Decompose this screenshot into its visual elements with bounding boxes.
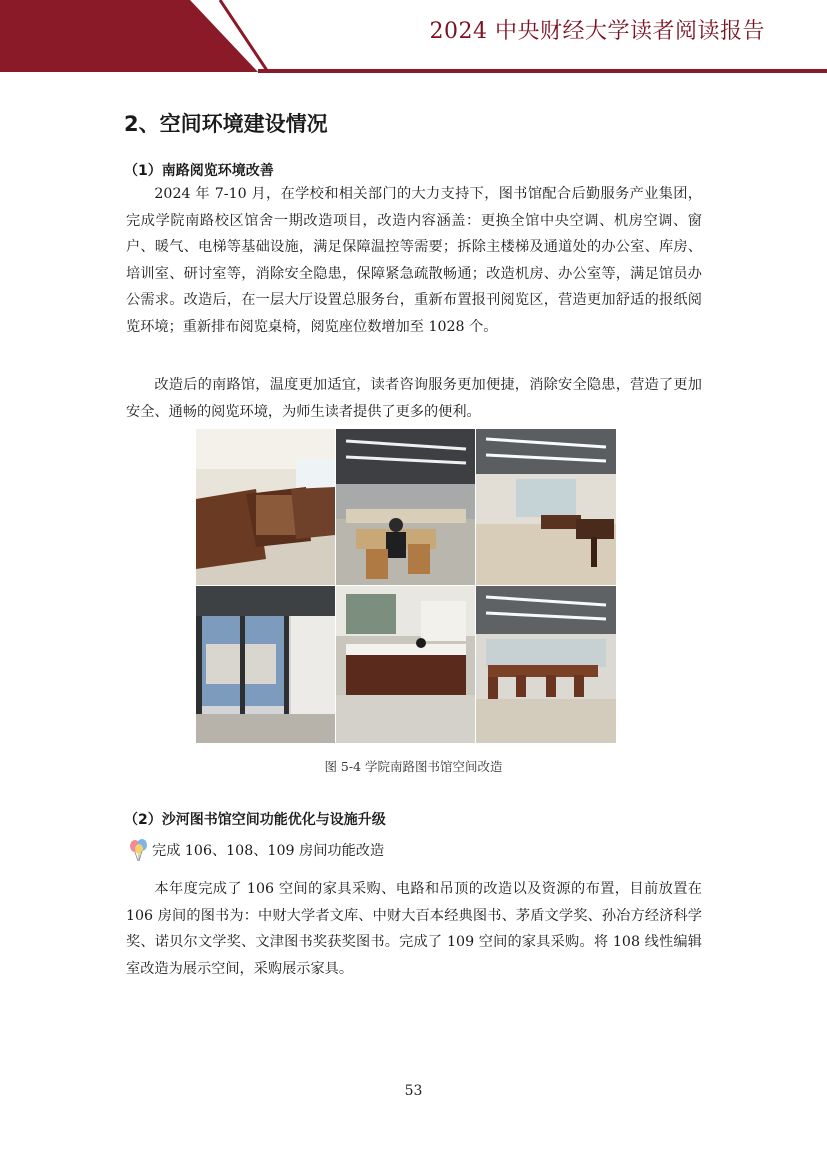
photo-reading-room	[336, 429, 475, 585]
photo-tables-chairs	[476, 586, 616, 743]
subsection-heading-2: （2）沙河图书馆空间功能优化与设施升级	[124, 812, 386, 828]
photo-open-hall	[476, 429, 616, 585]
subsection-heading-1: （1）南路阅览环境改善	[124, 163, 274, 179]
paragraph-1: 2024 年 7-10 月，在学校和相关部门的大力支持下，图书馆配合后勤服务产业集团，完成学院南路校区馆舍一期改造项目，改造内容涵盖：更换全馆中央空调、机房空调、窗户、暖气、电梯等基础设施，满足保障温控等需要；拆除主楼梯及通道处的办公室、库房、培训室、研讨室等，消除安全隐患，保障紧急疏散畅通；改造机房、办公室等，满足馆员办公需求。改造后，在一层大厅设置总服务台，重新布置报刊阅览区，营造更加舒适的报纸阅览环境；重新排布阅览桌椅，阅览座位数增加至 1028 个。	[126, 186, 702, 335]
bullet-item	[128, 838, 384, 864]
page-number: 53	[404, 1083, 423, 1099]
paragraph-2: 改造后的南路馆，温度更加适宜，读者咨询服务更加便捷，消除安全隐患，营造了更加安全、通畅的阅览环境，为师生读者提供了更多的便利。	[126, 377, 702, 420]
photo-shelves	[196, 429, 335, 585]
photo-collage	[196, 429, 616, 743]
paragraph-3: 本年度完成了 106 空间的家具采购、电路和吊顶的改造以及资源的布置，目前放置在 106 房间的图书为：中财大学者文库、中财大百本经典图书、茅盾文学奖、孙冶方经济科学奖、诺贝尔文学奖、文津图书奖获奖图书。完成了 109 空间的家具采购。将 108 线性编辑室改造为展示空间，采购展示家具。	[126, 881, 702, 977]
header-rule	[258, 69, 827, 73]
photo-service-desk	[336, 586, 475, 743]
section-heading: 2、空间环境建设情况	[124, 112, 328, 136]
balloons-icon	[128, 838, 150, 862]
photo-window-view	[196, 586, 335, 743]
figure-caption: 图 5-4 学院南路图书馆空间改造	[324, 759, 503, 774]
bullet-text: 完成 106、108、109 房间功能改造	[152, 843, 385, 859]
header-title: 2024 中央财经大学读者阅读报告	[429, 19, 765, 44]
